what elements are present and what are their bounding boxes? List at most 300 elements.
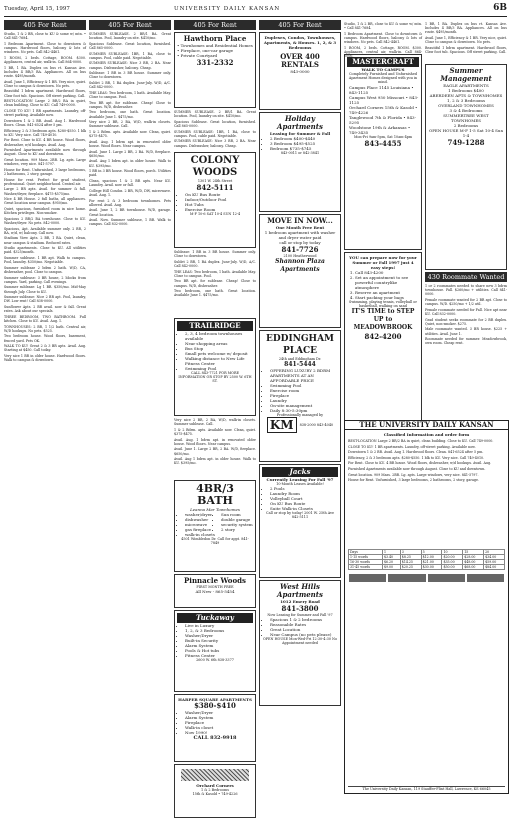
ad-title: MOVE IN NOW... [267, 216, 333, 225]
list-item: 3 & 4 Bedrooms [449, 108, 483, 113]
list-item: Woodstone 19th & Arkansas • 749-3435 [349, 124, 411, 135]
classified-ad: Clean, spacious 1 & 2 BR apts. Near KU. Laundry. Avail. now or fall. [89, 178, 171, 188]
ad-list [262, 617, 338, 637]
classified-ad: Spacious Sublease. Great location, furnished. Call 865-0000. [89, 41, 171, 50]
classified-ad: 1 & 2 Bdrm. apts. Available now. Clean, quiet. $375-$475. [89, 129, 171, 139]
ad-phone: 841-7726 [281, 245, 319, 254]
rate-cell: $59.00 [484, 560, 505, 565]
km-logo: KM [267, 417, 297, 433]
classified-ad: Avail. Aug. 1 bdrm apt. in renovated older house. Wood floors. Near campus. [174, 437, 256, 446]
classified-ad: Great location. 909 Mass. 2BR. Lg. apts. Large windows, very nice. 841-5797. [4, 157, 86, 167]
list-item: • Indoor/Outdoor Pool [185, 197, 253, 202]
ad-list [428, 83, 504, 138]
rate-cell: $35.00 [442, 560, 463, 565]
form-footer: The University Daily Kansan, 119 Stauffer-Flint Hall, Lawrence, KS 66045 [348, 786, 505, 791]
list-item: • On-site management [270, 403, 338, 408]
classified-list [89, 32, 171, 227]
classified-ad: Very nice 1 BR in older house. Hardwood floors. Walk to campus & downtown. [4, 353, 86, 363]
ad-title: Tuckaway [177, 613, 253, 623]
classified-ad: Nice 4 BR House. 2 full baths, all appliances. Great location near campus. $950/mo. [4, 197, 86, 206]
ad-pinnacle-woods [174, 574, 256, 608]
classified-ad: SUMMER SUBLEASE: Nice 3 BR, 2 BA. Near campus. Dishwasher, balcony. Cheap. [89, 61, 171, 70]
ad-brand: Shannon Plaza Apartments [275, 258, 325, 274]
list-item: • gas fireplace [185, 527, 217, 532]
list-item: 1, 2 & 3 Bedrooms [447, 98, 485, 103]
masthead-left: Tuesday, April 15, 1997 [4, 6, 70, 12]
list-item: • 2 Bedroom $400-$440 [270, 136, 338, 141]
rate-cell: 16-30 words [349, 560, 383, 565]
classified-ad: Studio apartments. Close to KU. All utilities paid. $325/month. [4, 246, 86, 255]
ad-body: • Townhomes and Residential Homes • Fireplace, one-car garage • Private Courtyard [177, 43, 253, 58]
ad-summer-management [425, 64, 507, 270]
classified-ad: 1 BR, 1 BA. Duplex on bus rt. Kansas Ave. Includes 4 BR/3 BA. Appliances. All on bus route. $495/month. [425, 22, 507, 35]
classified-ad: SUMMER SUBLEASE: 1BR, 1 BA, close to campus. Pool, cable paid. Negotiable. [174, 129, 256, 138]
ad-title: YOU can prepare now for your Summer or Fall 1997 just 4 easy steps! [349, 255, 417, 270]
list-item: • 2 Pools [270, 486, 338, 491]
classified-ad: Efficiency, 2 & 3 bedroom apts. $280-$550. 1 blk to KU. Very nice. Call 749-4010. [348, 455, 485, 460]
classified-ad: 1 BR in 3 BR house. Wood floors, porch. Utilities paid. [89, 169, 171, 178]
list-item: • Laundry Room [270, 491, 338, 496]
classified-ad: 1 ROOM, 2 beds. Cottage, ROOM. $300. Appliances, central air, walk-in. Call 864-0000. [4, 55, 86, 64]
rate-cell: 31-45 words [349, 565, 383, 570]
classified-ad: Female roommate wanted for 2 BR apt. Close to campus. W/D. $250/mo + 1/2 util. [425, 298, 507, 307]
classified-ad: Sunflower Apts. 2 BR avail. now & fall. Great rates. Ask about our specials. [4, 304, 86, 314]
rate-cell: $34.00 [484, 555, 505, 560]
rate-row [349, 565, 505, 570]
list-item: • 1, 2, & 3 Bedrooms [185, 628, 253, 633]
classified-ad: Two BR apt. for sublease. Cheap! Close to campus. W/D, dishwasher. [89, 100, 171, 109]
column-4 [259, 20, 341, 796]
list-item: Campus Place 1145 Louisiana • 843-1125 [349, 84, 414, 95]
ad-phone: 843-0011 or 842-3841 [280, 151, 320, 155]
ad-title: EDDINGHAM PLACE [265, 334, 335, 356]
ad-title: Holiday Apartments [277, 114, 323, 131]
list-item: • 2 story [221, 527, 253, 532]
classified-ad: House for Rent. Unfurnished, 3 large bedrooms, 2 bathrooms, 2 story, garage. [4, 167, 86, 176]
ad-body: Swimming, playing tennis, volleyball or basketball, walking on sand [349, 300, 417, 309]
ad-list [262, 136, 338, 151]
classified-ad: BEST-LOCATION Large 2 BR/2 BA in quiet, clean building. Close to KU. Call 749-0000. [348, 439, 494, 443]
list-item: • Suite Walk-in Closets [270, 506, 338, 511]
classified-ad: Avail. June 1, 2 BR townhouse. W/D, garage. Great location. [89, 208, 171, 217]
list-item: • Fitness Center [185, 653, 253, 658]
ad-title: Hawthorn Place [183, 34, 247, 43]
list-item: • double garage [221, 517, 253, 522]
classified-ad: Summer sublease: 3 BR house, 2 blocks from campus. Yard, parking. Call evenings. [4, 275, 86, 284]
classified-ad: Stadium View Apts. 2 BR, 1 BA. Quiet, clean, near campus & stadium. Reduced rates. [4, 236, 86, 245]
list-item: • washer/dryer [185, 512, 217, 517]
classified-ad: Avail. Aug 1 bdrm apt. in older house. Walk to KU. $395/mo. [174, 457, 256, 466]
rate-cell: $3.40 [382, 555, 400, 560]
rate-cell: 20 [484, 550, 505, 555]
classified-ad: CLOSE TO KU! 1 BR apartments. Laundry, off-street parking. Available now. [4, 108, 86, 118]
ad-phone: CALL 843-7721 FOR MORE INFORMATION OR STOP BY 2500 W. 6TH ST. [178, 371, 252, 384]
rate-cell: 15 [463, 550, 484, 555]
classified-ad: Sublease: 1 BR in 3 BR house. Summer only. Close to downtown. [174, 250, 256, 259]
classified-ad: Sublease: 1 BR in 3 BR house. Summer only. Close to downtown. [89, 71, 171, 80]
list-item: • Walking distance to New Life Fitness Center [185, 356, 253, 366]
list-item: ABERDEEN APTS & TOWNHOMES [429, 93, 503, 98]
list-item: Campus West 950 Missouri • 843-1125 [349, 94, 419, 105]
ad-subtitle: Now Leasing for Summer and Fall '97 [267, 613, 333, 617]
list-item: • security system [221, 522, 253, 527]
list-item: • Bedroom $735-$745 [270, 146, 338, 151]
classified-ad: College Hill Condos. 2 BR, W/D, DW, microwave. Avail. Aug. 1. [89, 188, 171, 197]
rate-cell: $8.25 [400, 555, 421, 560]
ad-hours: Mon-Fri 9am-5pm, Sat 10am-4pm [353, 134, 413, 139]
classified-ad: Efficiency, 2 & 3 bedroom apts. $280-$550. 1 blk to KU. Very nice. Call 749-4010. [4, 128, 86, 137]
list-item: • Live in Luxury [185, 623, 253, 628]
list-item: • Fireplace [185, 720, 253, 725]
classified-ad: Summer sublease. 1 BR apt. Walk to campus. Pool, laundry. $350/mo. Negotiable. [4, 255, 86, 265]
ad-title: TRAILRIDGE [177, 321, 253, 331]
list-item: • Washer/Dryer [185, 710, 253, 715]
classified-ad: Two bedroom, one bath. Great location. Available June 1. $475/mo. [174, 289, 256, 298]
list-item: • microwave [185, 522, 217, 527]
ad-mastercraft [344, 54, 422, 250]
ad-title: Pinnacle Woods [184, 576, 246, 585]
list-item: • dishwasher [185, 517, 217, 522]
classified-ad: Summer sublease: Lg 1 BR. $350/mo. Mid-May through July. Close to KU. [4, 285, 86, 294]
classified-ad: TOWNHOUSES: 2 BR, 1 1/2 bath. Central air, W/D hookups. No pets. $525. [4, 324, 86, 333]
list-item: • Now 1990! [185, 730, 253, 735]
classified-ad: Avail. Aug 1 bdrm apt. in older house. Walk to KU. $395/mo. [89, 159, 171, 168]
list-item: SUMMERTREE WEST TOWNHOMES [443, 113, 489, 123]
column-2 [89, 20, 171, 796]
ad-tuckaway [174, 610, 256, 692]
rate-cell: $30.00 [421, 565, 442, 570]
ad-holiday [259, 112, 341, 212]
rate-cell: $20.25 [400, 565, 421, 570]
ad-phone: 842-5111 [196, 183, 234, 193]
ad-phone: 842-4200 [364, 332, 402, 342]
list-item: 4. Start packing your bags [355, 295, 419, 300]
rate-cell: 5 [421, 550, 442, 555]
classified-ad: Sublet 2 BR, 1 BA duplex. June-July. W/D, A/C. Call 842-0000. [174, 259, 256, 268]
section-header: 430 Roommate Wanted [425, 272, 507, 282]
classified-ad: For Rent. Close to KU. 4 BR house. Wood floors, dishwasher, w/d hookups. Avail. Aug. [4, 138, 86, 147]
rate-cell: 1-15 words [349, 555, 383, 560]
rate-cell: 10 [442, 550, 463, 555]
list-item: • Spacious 1 & 2 bedrooms [270, 617, 338, 622]
classified-ad: SUMMER SUBLEASE. 2 BR/1 BA. Great location. Pool, laundry on site. $410/mo. [89, 32, 171, 41]
classified-ad: THE LEAS: Two bedroom, 1 bath. Available May. Close to campus. Pool. [174, 269, 256, 278]
list-item: • Near Campus (no pets please) [270, 632, 338, 637]
section-header: 405 For Rent [174, 20, 256, 30]
classified-ad: SUMMER SUBLEASE: Nice 3 BR, 2 BA. Near campus. Dishwasher, balcony. Cheap. [174, 139, 256, 148]
list-item: • Reasonable Rates [270, 622, 338, 627]
classified-ad: Avail. Now. Summer sublease, 1 BR. Walk to campus. Call 832-0000. [89, 218, 171, 227]
ad-list [347, 85, 419, 135]
classified-ad: 1 Bedroom Apartment. Close to downtown & campus. Hardwood floors, balcony & lots of windows. No pets. Call 842-4461. [4, 41, 86, 55]
list-item: • Built-in Security [185, 638, 253, 643]
classified-list [174, 250, 256, 316]
ad-list [262, 486, 338, 511]
ad-title: Duplexes, Condos, Townhouses, Apartments, & Houses. 1, 2, & 3 Bedrooms [263, 35, 337, 50]
classified-list [344, 22, 422, 59]
classified-ad: Summer sublease: Nice 2 BR apt. Pool, laundry, DW. Low rent! Call 838-0000. [4, 295, 86, 304]
list-item: • Hot Tubs [185, 202, 253, 207]
classified-ad: Avail. June 1, Efficiency & 1 BR. Very nice, quiet. Close to campus & downtown. No pets. [4, 79, 86, 88]
list-item: • Sun room [221, 512, 253, 517]
ad-phone: 15th & Kasold • 749-4226 [192, 792, 238, 797]
list-item: EAGLE APARTMENTS [443, 83, 489, 88]
ad-orchard-corners [174, 764, 256, 818]
ad-title: MASTERCRAFT [347, 57, 419, 67]
classified-ad: House for rent. Perfect for grad student, professional. Quiet neighborhood. Central air. [4, 177, 86, 186]
list-item: OPEN HOUSE M-F 1-5 Sat 10-4 Sun 1-4 [428, 128, 504, 138]
classified-ad: House for Rent. Unfurnished, 3 large bedrooms, 2 bathrooms, 2 story, garage. [348, 478, 480, 483]
ad-title: HARPER SQUARE APARTMENTS [178, 697, 252, 702]
list-item: • Laundry [270, 398, 338, 403]
classified-ad: Roommate needed for summer. Meadowbrook, own room. Cheap rent. [425, 337, 507, 346]
classified-ad: SUMMER SUBLEASE: 1BR, 1 BA, close to campus. Pool, cable paid. Negotiable. [89, 51, 171, 60]
classified-ad: Avail. June 1. Large 2 BR, 2 BA. W/D, fireplace. $650/mo. [174, 447, 256, 456]
rate-cell: $84.00 [484, 565, 505, 570]
ad-phone: 841-3800 [281, 604, 319, 613]
rate-cell: Days [349, 550, 383, 555]
classified-ad: THE LEAS: Two bedroom, 1 bath. Available May. Close to campus. Pool. [89, 90, 171, 99]
classified-ad: Two BR apt. for sublease. Cheap! Close to campus. W/D, dishwasher. [174, 279, 256, 288]
classified-ad: Furnished Apartments available now through August. Close to KU and downtown. [4, 148, 86, 157]
ad-move-in-now [259, 214, 341, 328]
list-item: Tanglewood 7th & Florida • 843-5295 [349, 114, 416, 125]
ad-title: 4BR/3 BATH [196, 482, 234, 507]
classified-ad: Studio, 1 & 2 BR, close to KU & some w/ mtn. • Call 841-7684. [344, 22, 422, 31]
list-item: • Exercise room [270, 388, 338, 393]
classified-ad: Furnished Apartments available now through August. Close to KU and downtown. [348, 466, 486, 471]
list-item: • Swimming Pool [185, 366, 253, 371]
classified-ad: Two bedroom house. Wood floors, basement, fenced yard. Pets OK. [4, 334, 86, 343]
classified-ad: Large 2 BR apts. Avail. for summer & fall. Washer/dryer, fireplace. $475-$575/mo. [4, 187, 86, 196]
list-item: • Washer/Dryer [185, 633, 253, 638]
list-item: • OFFERING LUXURY 2 BDRM APARTMENTS AT AN AFFORDABLE PRICE [270, 368, 338, 383]
ad-phone: 841-5444 [284, 361, 316, 369]
ad-phone: 843-0000 [290, 69, 310, 74]
classified-ad: Summer sublease 2 bdrm 2 bath. W/D, CA, dishwasher, pool. Close to campus. [4, 265, 86, 274]
form-fields [345, 570, 508, 586]
ad-address: 1301 W. 24th Street [197, 179, 233, 183]
classified-ad: For rent 2 & 3 bedroom townhomes. Pets allowed. Avail. Aug. [89, 198, 171, 207]
list-item: • 3 Bedroom $495-$525 [270, 141, 338, 146]
classified-ad: Spacious Sublease. Great location, furnished. Call 865-0000. [174, 119, 256, 128]
classified-ad: Spacious, Apt. Available summer only. 2 BR, 2 BA, w/d, w/ balcony. Call now. [4, 226, 86, 235]
ad-subtitle: FIRST MONTH FREE [196, 585, 234, 589]
list-item: • 2, 3, 4 bedroom townhouses available [185, 331, 253, 341]
ad-west-hills [259, 580, 341, 706]
list-item: • On KU Bus Route [270, 501, 338, 506]
classified-ad: THREE BEDROOM, TWO BATHROOM. Full kitchen. Close to KU. Avail. Aug. 1. [4, 314, 86, 323]
classified-ad: 1 BR, 1 BA. Duplex on bus rt. Kansas Ave. Includes 4 BR/3 BA. Appliances. All on bus route. $495/month. [4, 65, 86, 78]
list-item: • Exercise Room [185, 207, 253, 212]
list-item: OVERLAND TOWNHOMES [438, 103, 494, 108]
column-3 [174, 20, 256, 796]
ad-address: 24th and Eddingham Dr. [278, 357, 322, 361]
rate-cell: $12.00 [421, 555, 442, 560]
ad-subtitle: 1 & 2 Bedrooms [201, 788, 229, 792]
rate-cell: $48.00 [463, 560, 484, 565]
list-item: • Pools & Hot tubs [185, 648, 253, 653]
classified-ad: SUMMER SUBLEASE. 2 BR/1 BA. Great location. Pool, laundry on site. $410/mo. [174, 110, 256, 119]
ad-contact: call or stop by today [279, 240, 321, 245]
rate-cell: $28.00 [463, 555, 484, 560]
classified-ad: Very nice 2 BR, 2 BA, W/D, walk-in closets. Summer sublease. Call. [174, 418, 256, 427]
classified-ad: Female roommate needed for Fall. Nice apt near KU. Call 832-0000. [425, 307, 507, 316]
ad-hawthorn [174, 32, 256, 108]
ad-list [177, 331, 253, 371]
classified-ad: Great location. 909 Mass. 2BR. Lg. apts. Large windows, very nice. 841-5797. [348, 472, 479, 477]
classified-ad: 1 & 2 Bdrm. apts. Available now. Clean, quiet. $375-$475. [174, 427, 256, 436]
list-item: • Fireplace [270, 393, 338, 398]
ad-phone: 749-1288 [447, 138, 485, 147]
building-illustration [181, 769, 249, 781]
list-item: • Daily 8:30-5:30pm [270, 408, 338, 413]
rate-cell: $20.00 [442, 555, 463, 560]
classified-ad: Sublet 2 BR, 1 BA duplex. June-July. W/D, A/C. Call 842-0000. [89, 80, 171, 90]
classified-ad: Quiet, spacious, furnished room in nice home. Kitchen privileges. Non-smoker. [4, 206, 86, 216]
list-item: • Small pets welcome w/ deposit [185, 351, 253, 356]
ad-address: 1012 Emery Road [280, 599, 320, 604]
ad-trailridge [174, 318, 256, 416]
ad-subtitle: OVER 400 RENTALS [280, 52, 320, 69]
classified-ad: 1 ROOM, 2 beds. Cottage, ROOM. $300. Appliances, central air, walk-in. Call 864-0000. [344, 45, 422, 59]
page-number: 6B [493, 3, 507, 13]
list-item: 3. Reserve an apartment [355, 290, 419, 295]
list-item: • Swimming Pool [270, 383, 338, 388]
classified-list [174, 110, 256, 150]
column-1 [4, 20, 86, 796]
classified-list [425, 22, 507, 62]
ad-subtitle: 10-Month Leases Available! [276, 482, 324, 486]
classified-ad: Beautiful 1 bdrm apartment. Hardwood floors, Claw foot tub. Spacious. Off street parking. Call. [4, 89, 86, 98]
list-item: • Alarm System [185, 643, 253, 648]
masthead [4, 2, 507, 17]
ad-leanna-mar [174, 480, 256, 572]
classified-ad: 1 or 2 roommates needed to share new 3 bdrm townhouse. Fall. $260/mo + utilities. Call 841-0000. [425, 284, 507, 297]
ad-note: Professionally managed by [276, 413, 324, 418]
classified-list [174, 418, 256, 478]
ad-title: Currently Leasing For Fall '97 [266, 477, 334, 482]
ad-list [347, 270, 419, 300]
ad-phone: 838-2000 843-4040 [299, 423, 334, 428]
ad-phone: 843-4455 [364, 138, 402, 148]
ad-eddingham [259, 330, 341, 462]
classified-ad: Studio, 1 & 2 BR, close to KU & some w/ mtn. • Call 841-7684. [4, 32, 86, 41]
list-item: • walk-in closets [185, 532, 217, 537]
form-subtitle: Classified Information and order form [383, 432, 470, 437]
list-item: • On KU Bus Route [185, 192, 253, 197]
rate-cell: $50.00 [442, 565, 463, 570]
section-header: 405 For Rent [259, 20, 341, 30]
ad-address: 2100 Heatherwood [283, 254, 317, 258]
ad-phone: 4501 Wimbledon Dr. Call for appt. 841-7849 [181, 537, 249, 546]
ad-price: $380-$410 [194, 701, 236, 710]
list-item: 1. Call 843-4200 [355, 270, 419, 275]
list-item: • Volleyball Court [270, 496, 338, 501]
list-item: • Walk-in closet [185, 725, 253, 730]
classified-order-form [344, 420, 509, 794]
jacks-logo: Jacks [262, 467, 338, 477]
rate-cell: 3 [400, 550, 421, 555]
classified-ad: Downtown 1 & 2 BR. Avail. Aug 1. Hardwood floors. Clean. 841-6524 after 5 pm. [4, 118, 86, 127]
classified-ad: Avail. June 1, Efficiency & 1 BR. Very nice, quiet. Close to campus & downtown. No pets. [425, 36, 507, 45]
classified-ad: Grad student seeks roommate for 2 BR duplex. Quiet, non-smoker. $275. [425, 317, 507, 326]
ad-list [177, 623, 253, 658]
section-header: 405 For Rent [4, 20, 86, 30]
ad-phone: Call or stop by today! 2001 W. 25th Ave 842-5111 [265, 511, 335, 520]
classified-ad: Two bedroom, one bath. Great location. Available June 1. $475/mo. [89, 110, 171, 119]
roommate-list [425, 284, 507, 346]
classified-ad: WALK TO KU! Great 2 & 3 BR apts. Avail. Aug. Starting at $450. Call today. [4, 344, 86, 353]
ad-list [177, 710, 253, 735]
classified-ad: Avail. Aug. 1 bdrm apt. in renovated older house. Wood floors. Near campus. [89, 139, 171, 148]
form-row[interactable] [348, 581, 505, 582]
list-item: 2. Set an appointment to see powerful countrylike atmosphere [355, 275, 419, 290]
ad-list [177, 192, 253, 212]
classified-ad: Avail. June 1. Large 2 BR, 2 BA. W/D, fireplace. $650/mo. [89, 149, 171, 158]
classified-ad: Beautiful 1 bdrm apartment. Hardwood floors, Claw foot tub. Spacious. Off street parking. Call. [425, 45, 507, 54]
ad-title: Summer Management [440, 66, 492, 83]
ad-subtitle: One Month Free Rent [275, 225, 325, 230]
classified-list [4, 32, 86, 362]
ad-tagline: IT'S TIME to STEP UP to MEADOWBROOK [351, 308, 415, 332]
ad-body: Completely Furnished and Unfurnished Apartment Homes designed with you in mind. [348, 72, 418, 85]
list-item: • Bus Stop [185, 346, 253, 351]
ad-phone: All New - 865-5454 [195, 589, 235, 595]
rate-cell: $21.00 [421, 560, 442, 565]
ad-phone: 331-2332 [196, 58, 234, 67]
list-item: Orchard Corners 15th & Kasold • 749-4226 [349, 104, 418, 115]
classified-ad: BEST-LOCATION Large 2 BR/2 BA in quiet, clean building. Close to KU. Call 749-0000. [4, 99, 86, 108]
rate-cell: $68.00 [463, 565, 484, 570]
classified-ad: Male roommate wanted. 3 BR house. $225 + utilities. Avail. June 1. [425, 327, 507, 336]
list-item: • Great Location [270, 627, 338, 632]
ad-subtitle: Leasing for Summer & Fall [269, 131, 331, 136]
form-instructions [345, 439, 508, 549]
list-item: • Alarm System [185, 715, 253, 720]
ad-meadowbrook [344, 252, 422, 428]
ad-title: West Hills Apartments [277, 582, 323, 599]
ad-title: COLONY WOODS [190, 155, 240, 178]
classified-ad: For Rent. Close to KU. 4 BR house. Wood floors, dishwasher, w/d hookups. Avail. Aug. [348, 461, 492, 466]
rate-cell: $14.25 [400, 560, 421, 565]
rate-cell: 1 [382, 550, 400, 555]
ad-hours: M-F 10-6 SAT 10-4 SUN 12-4 [189, 212, 241, 217]
ad-phone: CALL 832-9918 [193, 735, 237, 741]
list-item: 1 Bedrooms $400 [448, 88, 484, 93]
ad-harper-square [174, 694, 256, 762]
ad-colony-woods [174, 152, 256, 248]
rate-table [348, 549, 505, 570]
classified-ad: CLOSE TO KU! 1 BR apartments. Laundry, off-street parking. Available now. [348, 444, 476, 449]
section-header: 405 For Rent [89, 20, 171, 30]
rate-cell: $6.20 [382, 560, 400, 565]
list-item: • Near shopping areas [185, 341, 253, 346]
classified-ad: Downtown 1 & 2 BR. Avail. Aug 1. Hardwood floors. Clean. 841-6524 after 5 pm. [348, 450, 484, 455]
ad-list [177, 512, 253, 537]
form-title: THE UNIVERSITY DAILY KANSAN [345, 421, 508, 430]
ad-phone: 2600 W. 6th 838-3377 [196, 658, 234, 662]
masthead-title: UNIVERSITY DAILY KANSAN [174, 6, 281, 12]
ad-jacks [259, 464, 341, 578]
classified-ad: 1 Bedroom Apartment. Close to downtown & campus. Hardwood floors, balcony & lots of windows. No pets. Call 842-4461. [344, 31, 422, 45]
classified-ad: Spacious 2 BR/2 BA townhouse. Close to KU. Washer/dryer. No pets. 842-0000. [4, 216, 86, 225]
ad-title: Orchard Corners [196, 783, 234, 788]
list-item: 2 Bedrooms [453, 123, 479, 128]
ad-note: OPEN HOUSE Mon-Wed-Fri 12:30-4:30 No Appointment needed [263, 637, 337, 646]
ad-body: 1 bedroom apartment with washer and dryer water paid [264, 230, 336, 240]
ad-subtitle: Leanna Mar Townhomes [190, 507, 240, 512]
